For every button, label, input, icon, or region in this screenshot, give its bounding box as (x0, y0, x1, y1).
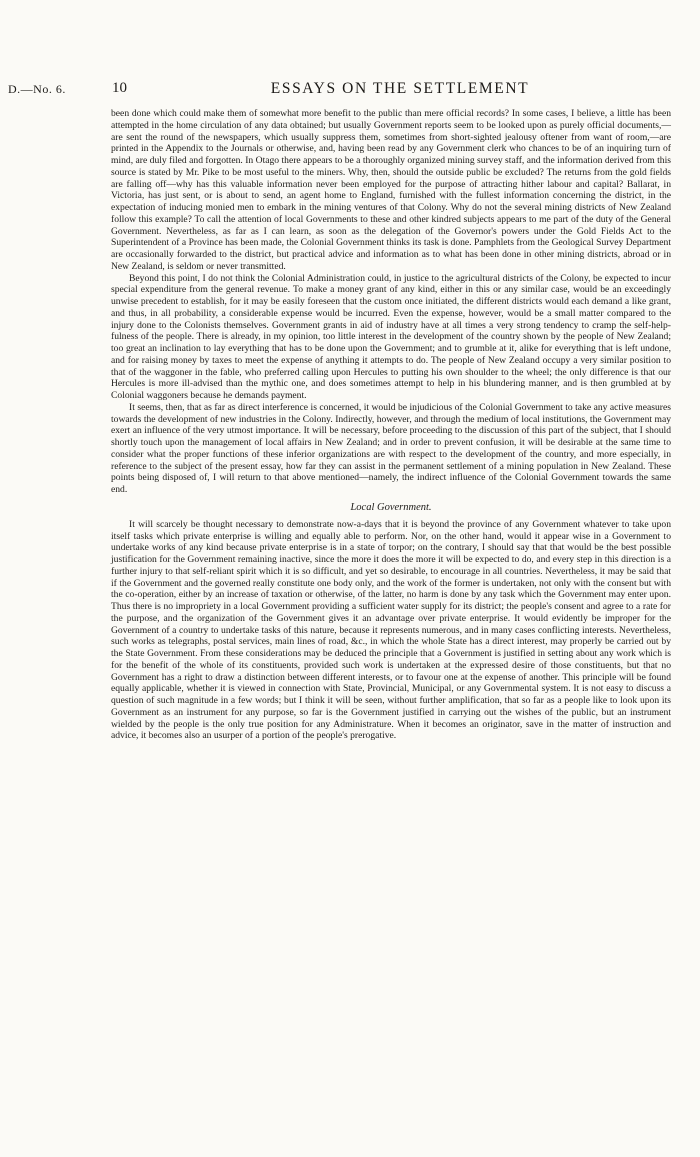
paragraph: Beyond this point, I do not think the Colonial Administration could, in justice to the agricultural districts of the Colony, be expected to incur special expenditure from the general revenue. To make a money grant of any kind, either in this or any similar case, would be an exceedingly unwise precedent to establish, for it may be easily foreseen that the custom once initiated, the different districts would each demand a like grant, and thus, in all probability, a considerable expense would be incurred. Even the expense, however, would be a small matter compared to the injury done to the Colonists themselves. Government grants in aid of industry have at all times a very strong tendency to cramp the self-help-fulness of the people. There is already, in my opinion, too little interest in the development of the country shown by the people of New Zealand; too great an inclination to lay everything that has to be done upon the Government; and to grumble at it, alike for everything that is left undone, and for raising money by taxes to meet the expense of anything it attempts to do. The people of New Zealand occupy a very similar position to that of the waggoner in the fable, who preferred calling upon Hercules to putting his own shoulder to the wheel; the only difference is that our Hercules is more ill-advised than the mythic one, and does sometimes attempt to help in his blundering manner, and is then grumbled at by Colonial waggoners because he demands payment. (111, 272, 671, 401)
running-title: ESSAYS ON THE SETTLEMENT (270, 80, 530, 97)
document-reference: D.—No. 6. (8, 82, 66, 96)
paragraph: It seems, then, that as far as direct interference is concerned, it would be injudicious of the Colonial Government to take any active measures towards the development of new industries in the Colony. Indirectly, however, and through the medium of local institutions, the Government may exert an influence of the very utmost importance. It will be necessary, before proceeding to the discussion of this part of the subject, that I should shortly touch upon the management of local affairs in New Zealand; and in order to prevent confusion, it will be desirable at the same time to consider what the proper functions of these inferior organizations are with respect to the development of the country, and more especially, in reference to the subject of the present essay, how far they can assist in the permanent settlement of a mining population in New Zealand. These points being disposed of, I will return to that above mentioned—namely, the indirect influence of the Colonial Government towards the same end. (111, 401, 671, 495)
running-header (0, 80, 700, 100)
section-heading: Local Government. (350, 501, 432, 513)
paragraph: It will scarcely be thought necessary to demonstrate now-a-days that it is beyond the province of any Government whatever to take upon itself tasks which private enterprise is willing and equally able to perform. Nor, on the other hand, would it appear wise in a Government to undertake works of any kind because private enterprise is in a state of torpor; on the contrary, I should say that that would be the best possible justification for the Government remaining inactive, since the more it does the more it will be expected to do, and every step in this direction is a further injury to that self-reliant spirit which it is so difficult, and yet so desirable, to encourage in all countries. Nevertheless, it may be said that if the Government and the governed really constitute one body only, and the work of the former is undertaken, not only with the consent but with the co-operation, either by an increase of taxation or otherwise, of the latter, no harm is done by any task which the Government may enter upon. Thus there is no impropriety in a local Government providing a sufficient water supply for its district; the people's consent and agree to a rate for the purpose, and the organization of the Government gives it an advantage over private enterprise. It would evidently be improper for the Government of a country to undertake tasks of this nature, because it represents numerous, and in many cases conflicting interests. Nevertheless, such works as telegraphs, postal services, main lines of road, &c., in which the whole State has a direct interest, may properly be carried out by the State Government. From these considerations may be deduced the principle that a Government is justified in setting about any work which is for the benefit of the whole of its constituents, provided such work is undertaken at the expressed desire of those constituents, but that no Government has a right to draw a distinction between different interests, or to favour one at the expense of another. This principle will be found equally applicable, whether it is viewed in connection with State, Provincial, Municipal, or any Governmental system. It is not easy to discuss a question of such magnitude in a few words; but I think it will be seen, without further amplification, that so far as a people like to look upon its Government as an instrument for any purpose, so far is the Government justified in carrying out the wishes of the public, but an instrument wielded by the people is the only true position for any Administrature. When it becomes an originator, save in the matter of instruction and advice, it becomes also an usurper of a portion of the people's prerogative. (111, 518, 671, 742)
page-number: 10 (112, 80, 127, 96)
paragraph: been done which could make them of somewhat more benefit to the public than mere official records? In some cases, I believe, a little has been attempted in the home circulation of any data obtained; but usually Government reports seem to be looked upon as purely official documents,—are sent the round of the newspapers, which usually suppress them, sometimes from short-sighted jealousy oftener from want of room,—are printed in the Appendix to the Journals or otherwise, and, having been read by any Government clerk who chances to be of an inquiring turn of mind, are duly filed and forgotten. In Otago there appears to be a thoroughly organized mining survey staff, and the information derived from this source is stated by Mr. Pike to be most useful to the miners. Why, then, should the outside public be excluded? The returns from the gold fields are falling off—why has this valuable information never been employed for the purpose of attracting hither labour and capital? Ballarat, in Victoria, has just sent, or is about to send, an agent home to England, furnished with the fullest information concerning the district, in the expectation of inducing monied men to embark in the mining ventures of that Colony. Why do not the several mining districts of New Zealand follow this example? To call the attention of local Governments to these and other kindred subjects appears to me part of the duty of the General Government. Nevertheless, as far as I can learn, as soon as the delegation of the Governor's powers under the Gold Fields Act to the Superintendent of a Province has been made, the Colonial Government thinks its task is done. Pamphlets from the Geological Survey Department are occasionally forwarded to the district, but practical advice and information as to what has been done in other mining districts, abroad or in New Zealand, is seldom or never transmitted. (111, 108, 671, 272)
essay-body (111, 108, 671, 742)
